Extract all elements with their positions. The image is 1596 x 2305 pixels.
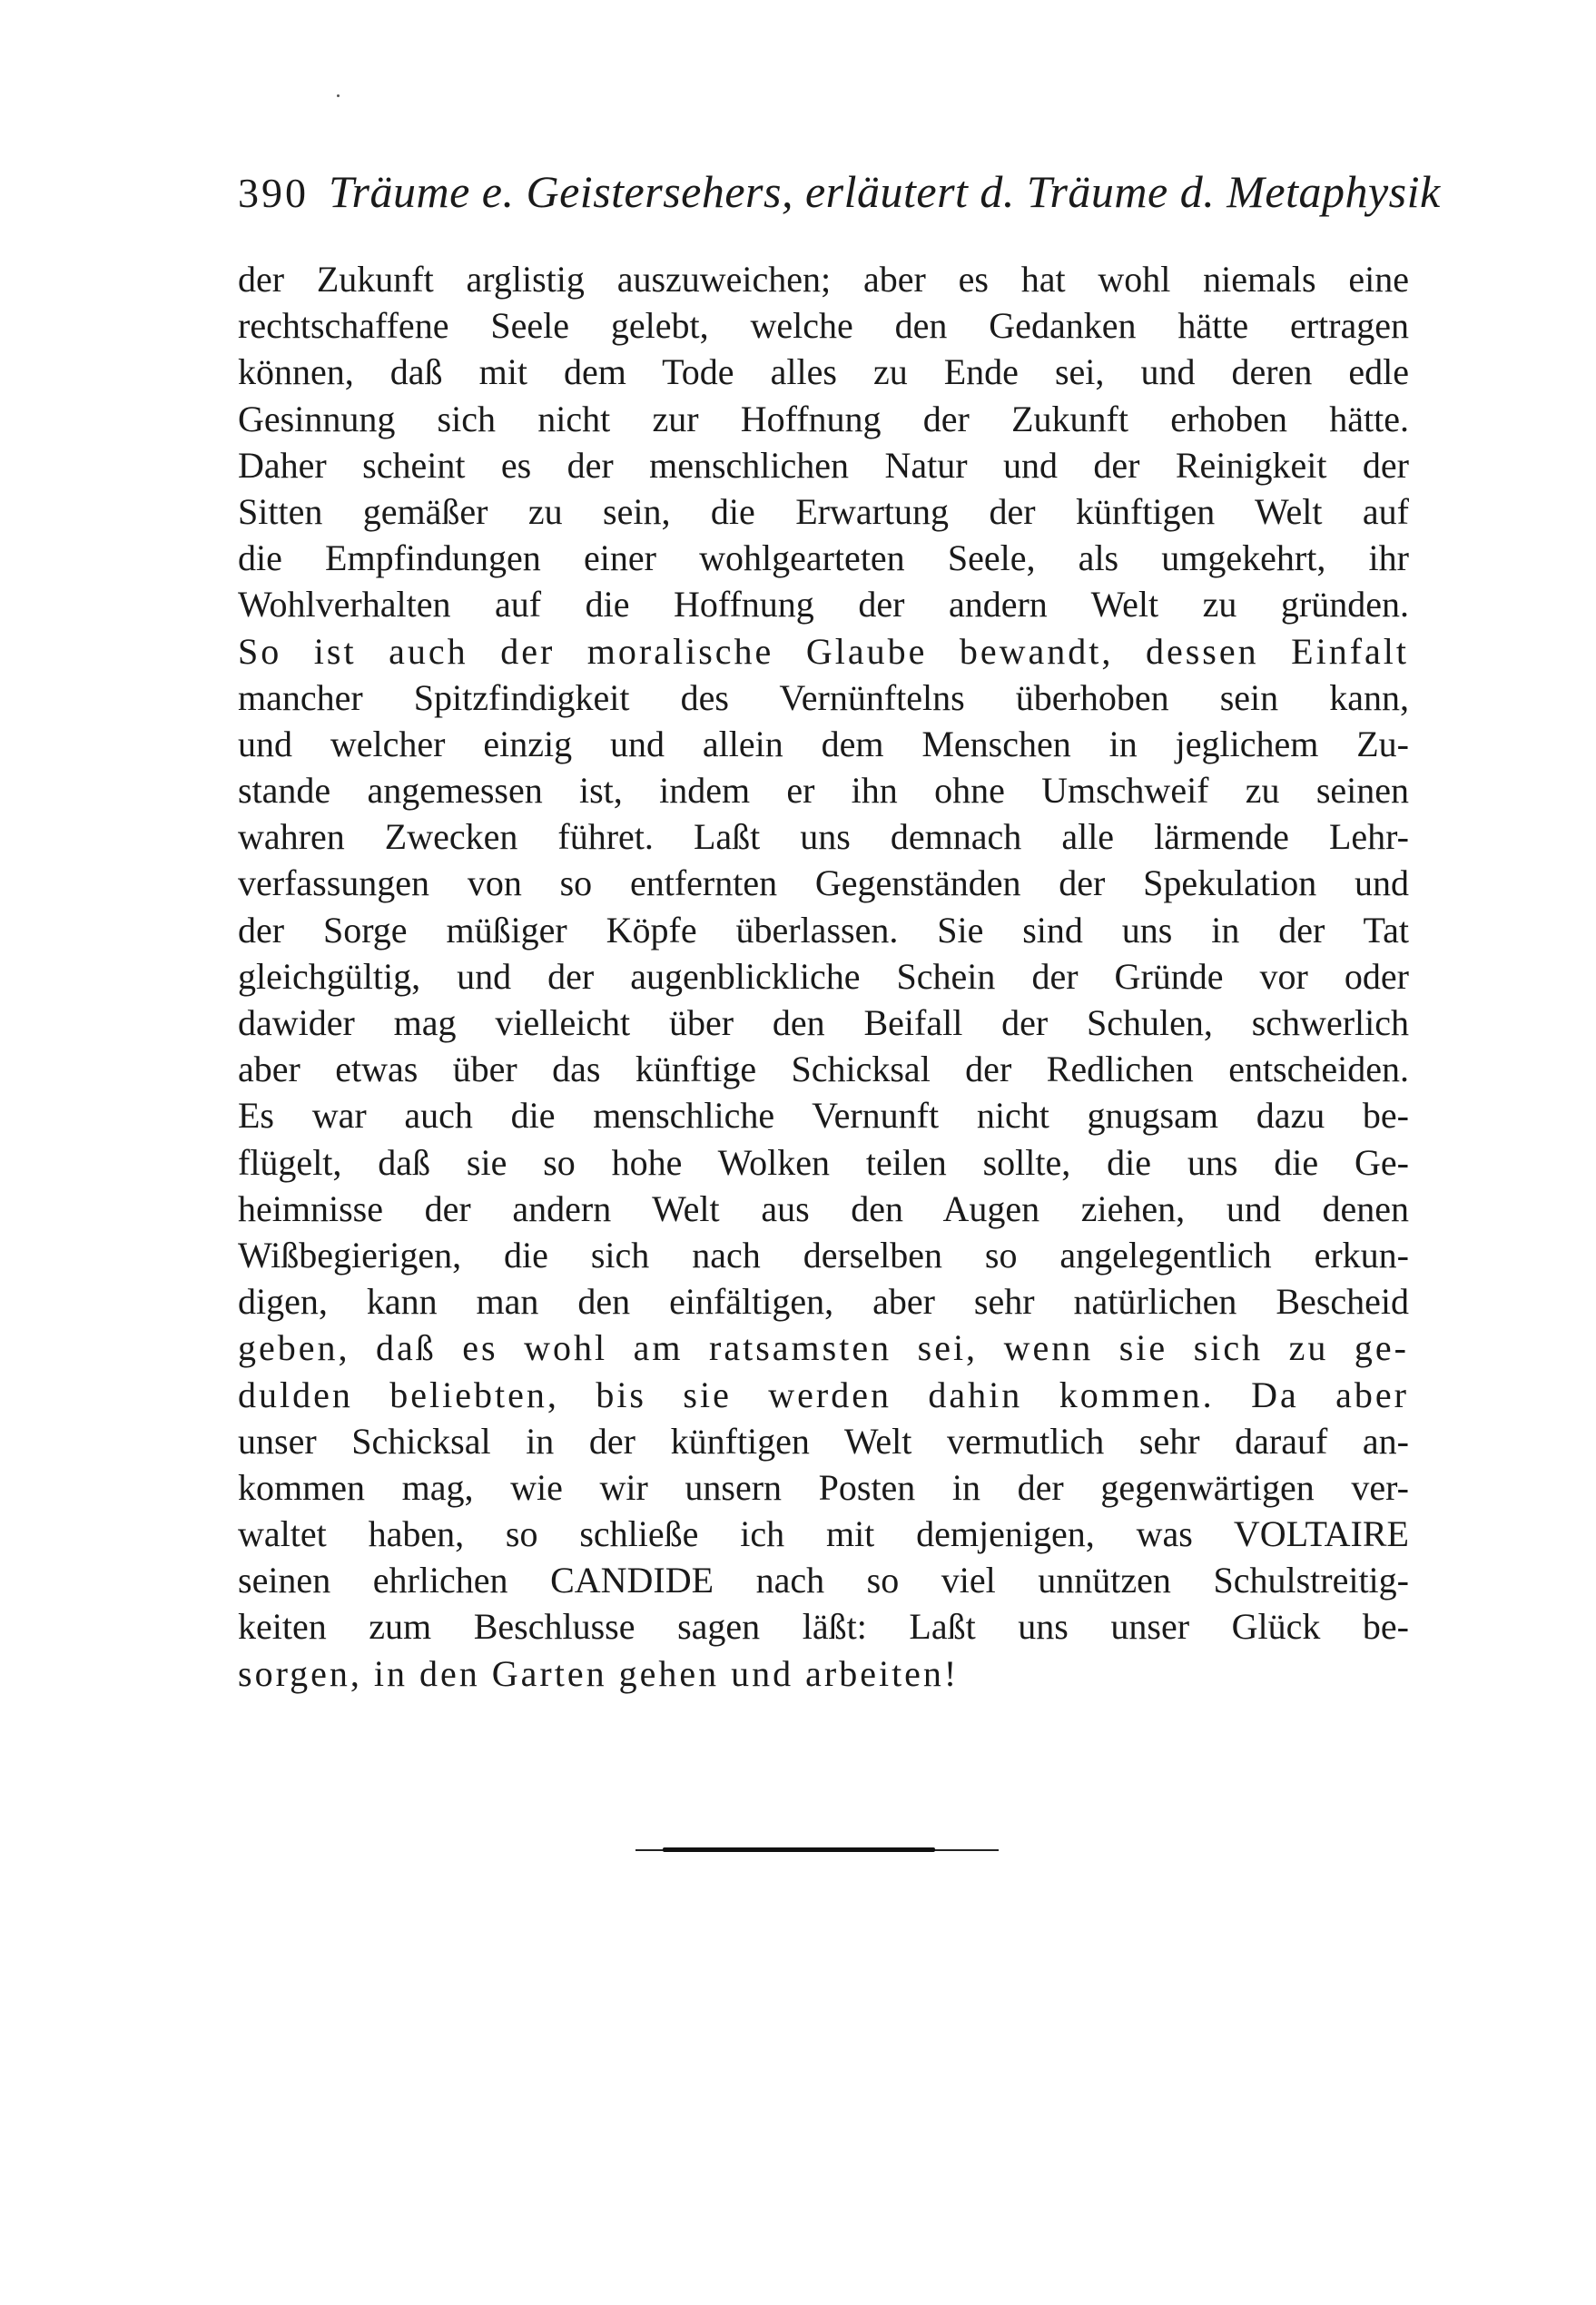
text-line: gleichgültig, und der augenblickliche Schein der Gründe vor oder [238,955,1409,997]
text-line: verfassungen von so entfernten Gegenständen der Spekulation und [238,862,1409,904]
text-line: stande angemessen ist, indem er ihn ohne Umschweif zu seinen [238,770,1409,812]
running-header [238,165,1441,229]
text-line: Daher scheint es der menschlichen Natur und der Reinigkeit der [238,444,1409,486]
text-line: So ist auch der moralische Glaube bewandt, dessen Einfalt [238,630,1409,672]
text-line: geben, daß es wohl am ratsamsten sei, wenn sie sich zu ge- [238,1327,1409,1369]
text-line: mancher Spitzfindigkeit des Vernünftelns überhoben sein kann, [238,676,1409,718]
text-line: unser Schicksal in der künftigen Welt vermutlich sehr darauf an- [238,1420,1409,1462]
text-line: seinen ehrlichen CANDIDE nach so viel unnützen Schulstreitig- [238,1560,1409,1601]
text-line: die Empfindungen einer wohlgearteten Seele, als umgekehrt, ihr [238,537,1409,579]
text-line: sorgen, in den Garten gehen und arbeiten! [238,1652,960,1694]
text-line: dawider mag vielleicht über den Beifall der Schulen, schwerlich [238,1002,1409,1043]
text-line: rechtschaffene Seele gelebt, welche den Gedanken hätte ertragen [238,305,1409,347]
text-line: der Sorge müßiger Köpfe überlassen. Sie sind uns in der Tat [238,909,1409,951]
text-line: keiten zum Beschlusse sagen läßt: Laßt uns unser Glück be- [238,1606,1409,1648]
end-ornament-rule [635,1847,999,1853]
text-line: können, daß mit dem Tode alles zu Ende sei, und deren edle [238,351,1409,393]
text-line: und welcher einzig und allein dem Menschen in jeglichem Zu- [238,723,1409,764]
text-line: Sitten gemäßer zu sein, die Erwartung der künftigen Welt auf [238,490,1409,532]
text-line: heimnisse der andern Welt aus den Augen ziehen, und denen [238,1187,1409,1229]
text-line: Wißbegierigen, die sich nach derselben so angelegentlich erkun- [238,1234,1409,1276]
text-line: Es war auch die menschliche Vernunft nicht gnugsam dazu be- [238,1095,1409,1137]
text-line: Wohlverhalten auf die Hoffnung der andern Welt zu gründen. [238,584,1409,626]
text-line: flügelt, daß sie so hohe Wolken teilen sollte, die uns die Ge- [238,1141,1409,1183]
text-line: waltet haben, so schließe ich mit demjenigen, was VOLTAIRE [238,1513,1409,1555]
text-line: der Zukunft arglistig auszuweichen; aber es hat wohl niemals eine [238,259,1409,300]
text-line: Gesinnung sich nicht zur Hoffnung der Zukunft erhoben hätte. [238,398,1409,439]
text-line: digen, kann man den einfältigen, aber sehr natürlichen Bescheid [238,1281,1409,1323]
text-line: kommen mag, wie wir unsern Posten in der gegenwärtigen ver- [238,1466,1409,1508]
rule-thick-line [663,1847,935,1852]
text-line: aber etwas über das künftige Schicksal der Redlichen entscheiden. [238,1049,1409,1090]
text-line: wahren Zwecken führet. Laßt uns demnach alle lärmende Lehr- [238,816,1409,858]
page-number: 390 [238,170,309,216]
running-title: Träume e. Geistersehers, erläutert d. Träume d. Metaphysik [329,166,1441,217]
print-speck [337,94,340,97]
text-line: dulden beliebten, bis sie werden dahin kommen. Da aber [238,1374,1409,1415]
body-text [238,256,1409,1697]
